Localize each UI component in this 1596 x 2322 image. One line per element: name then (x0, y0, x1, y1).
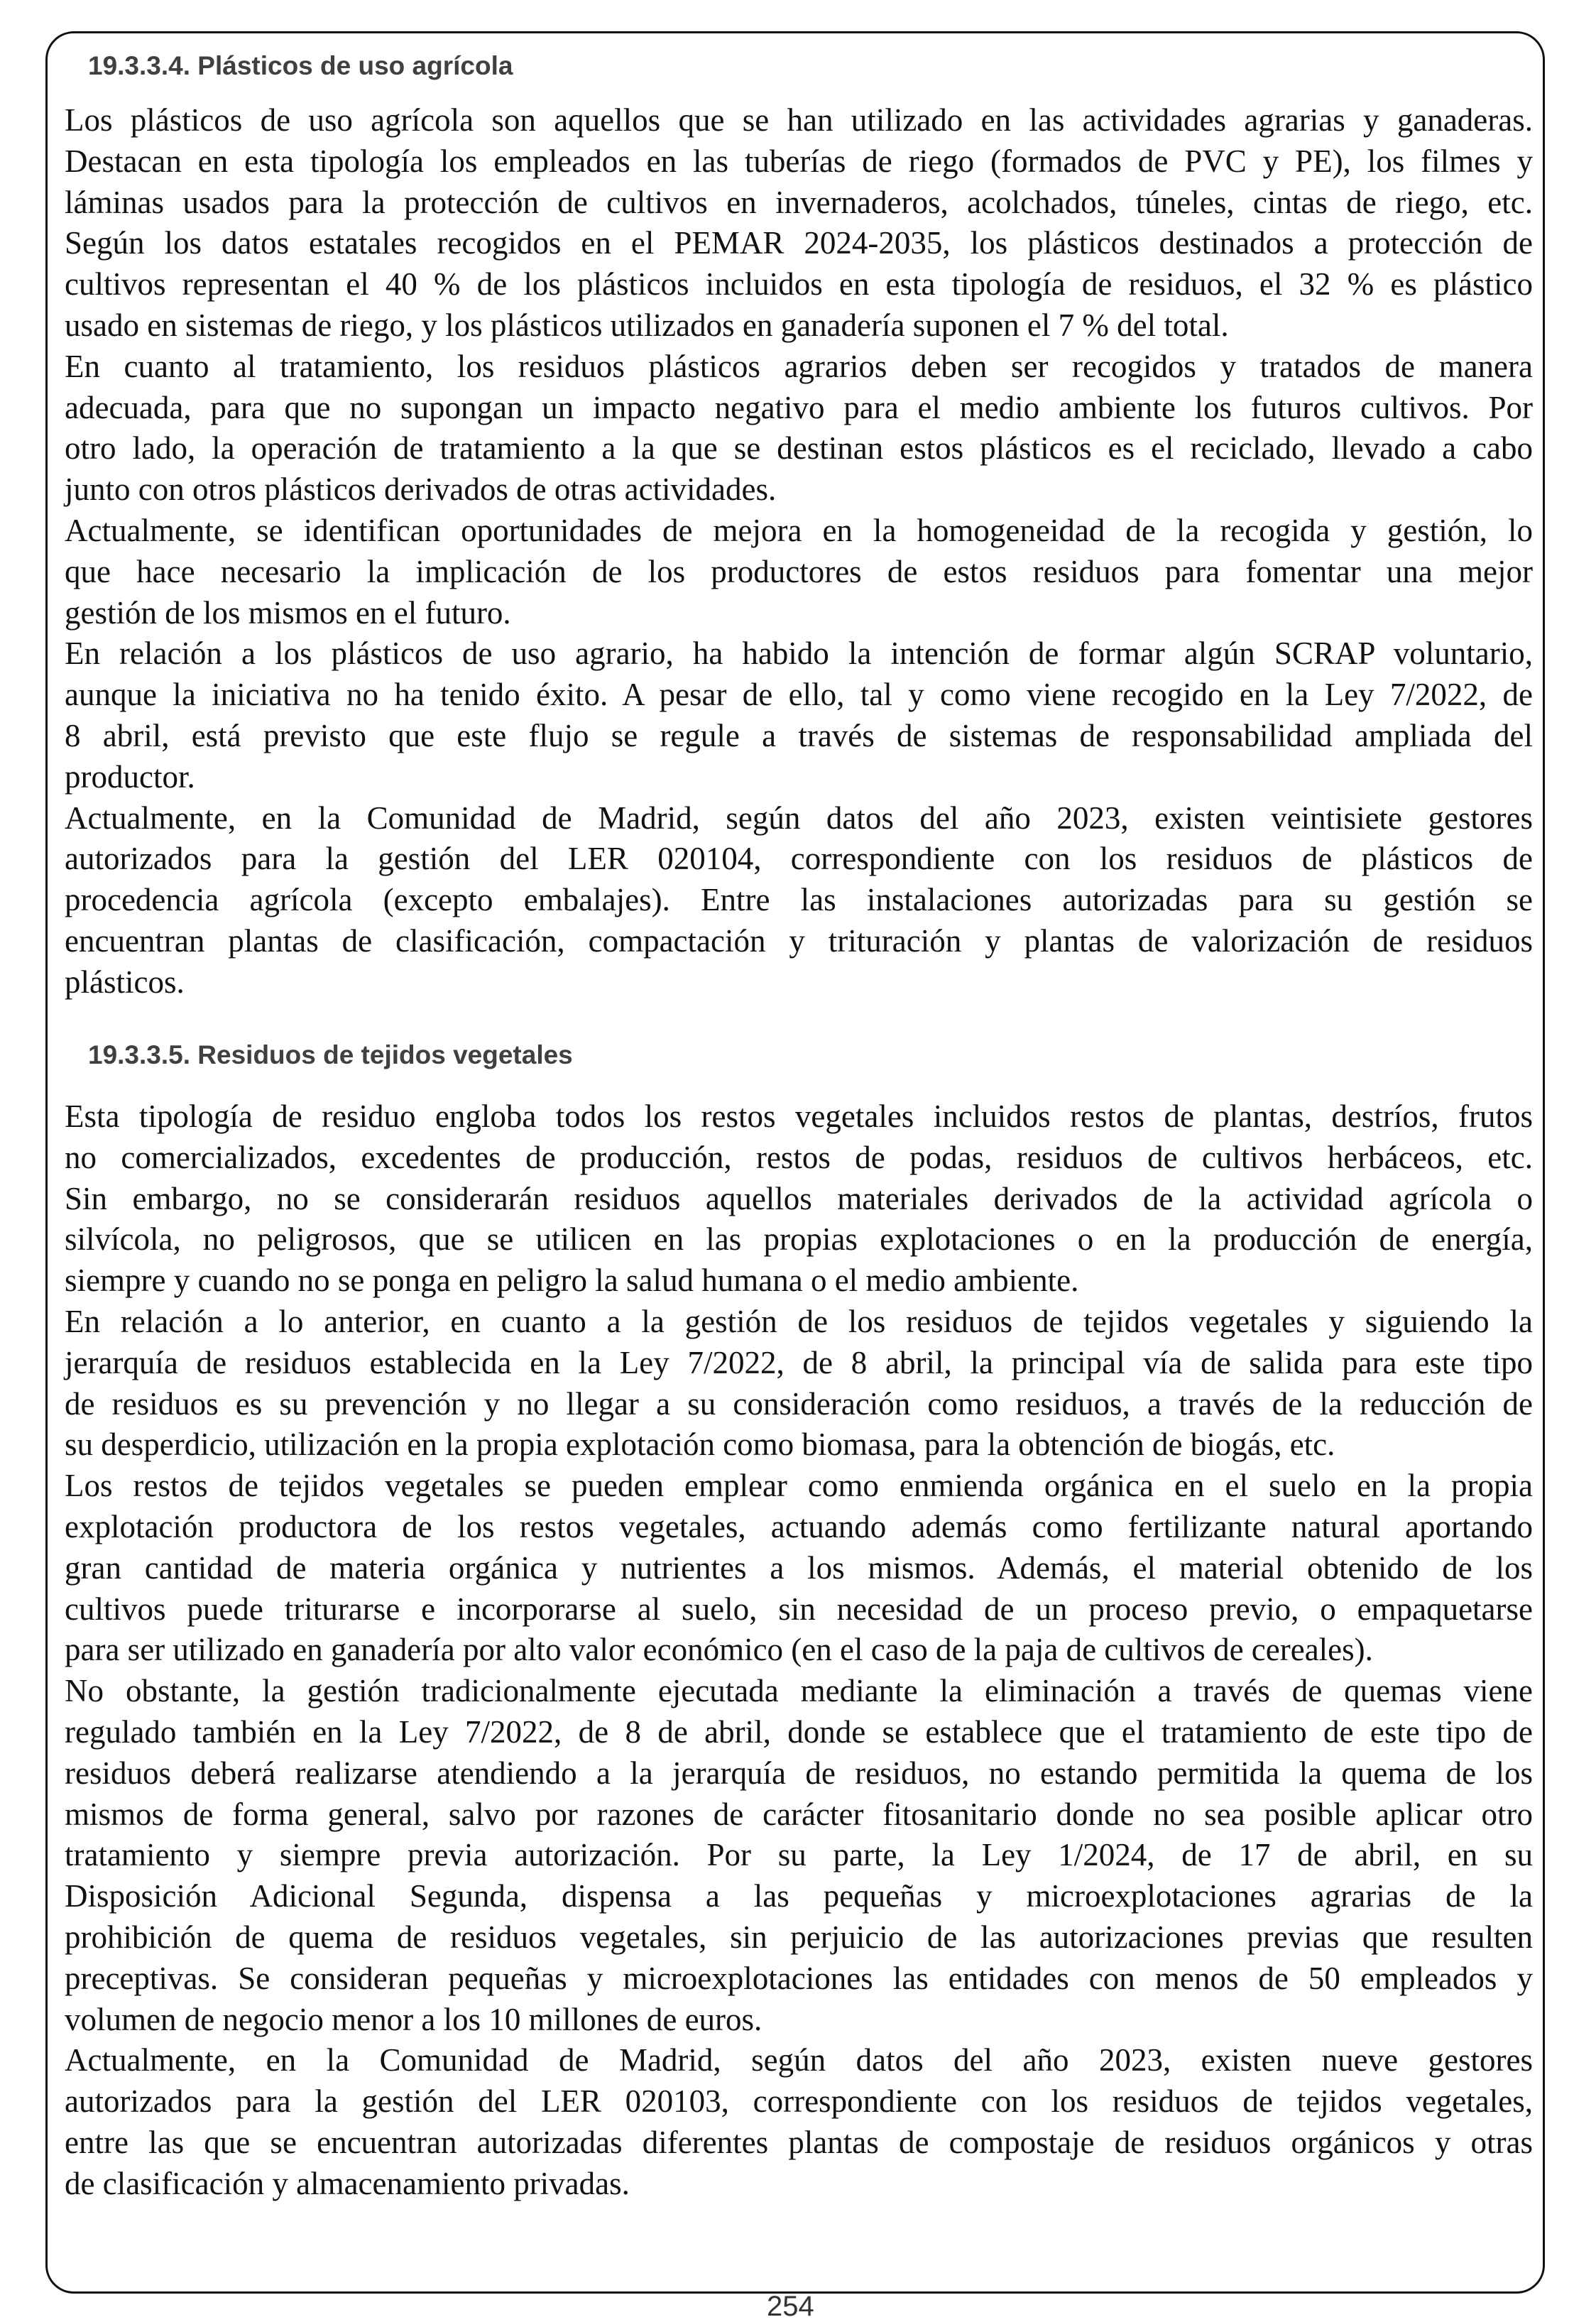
text-line: de clasificación y almacenamiento privadas. (65, 2165, 630, 2201)
text-line: mismos de forma general, salvo por razones de carácter fitosanitario donde no sea posible aplicar otro (65, 1796, 1533, 1832)
text-line: encuentran plantas de clasificación, compactación y trituración y plantas de valorización de residuos (65, 922, 1533, 959)
paragraph (65, 511, 1533, 633)
text-line: entre las que se encuentran autorizadas diferentes plantas de compostaje de residuos orgánicos y otras (65, 2124, 1533, 2160)
text-line: En relación a los plásticos de uso agrario, ha habido la intención de formar algún SCRAP voluntario, (65, 636, 1533, 672)
text-line: volumen de negocio menor a los 10 millones de euros. (65, 2001, 763, 2037)
paragraph (65, 1671, 1533, 2040)
text-line: adecuada, para que no supongan un impacto negativo para el medio ambiente los futuros cultivos. Por (65, 389, 1533, 425)
text-line: cultivos puede triturarse e incorporarse al suelo, sin necesidad de un proceso previo, o empaquetarse (65, 1591, 1533, 1627)
text-line: su desperdicio, utilización en la propia explotación como biomasa, para la obtención de biogás, etc. (65, 1427, 1335, 1463)
text-line: Según los datos estatales recogidos en el PEMAR 2024-2035, los plásticos destinados a protección de (65, 225, 1533, 261)
text-line: junto con otros plásticos derivados de otras actividades. (65, 472, 777, 508)
text-line: que hace necesario la implicación de los productores de estos residuos para fomentar una mejor (65, 553, 1533, 589)
text-line: Actualmente, se identifican oportunidades de mejora en la homogeneidad de la recogida y gestión, lo (65, 512, 1533, 548)
text-line: aunque la iniciativa no ha tenido éxito. A pesar de ello, tal y como viene recogido en la Ley 7/2022, de (65, 677, 1533, 713)
text-line: silvícola, no peligrosos, que se utilicen en las propias explotaciones o en la producción de energía, (65, 1221, 1533, 1258)
text-line: autorizados para la gestión del LER 020104, correspondiente con los residuos de plásticos de (65, 841, 1533, 877)
text-line: Actualmente, en la Comunidad de Madrid, según datos del año 2023, existen nueve gestores (65, 2042, 1533, 2078)
paragraph (65, 100, 1533, 347)
text-line: Disposición Adicional Segunda, dispensa a las pequeñas y microexplotaciones agrarias de la (65, 1878, 1533, 1914)
text-line: gestión de los mismos en el futuro. (65, 594, 511, 631)
text-line: productor. (65, 758, 195, 795)
text-line: usado en sistemas de riego, y los plásticos utilizados en ganadería suponen el 7 % del total. (65, 307, 1229, 343)
section-heading: 19.3.3.5. Residuos de tejidos vegetales (88, 1040, 573, 1069)
paragraph (65, 1096, 1533, 1302)
text-line: En relación a lo anterior, en cuanto a la gestión de los residuos de tejidos vegetales y siguiendo la (65, 1303, 1533, 1339)
page-number: 254 (767, 2291, 814, 2322)
text-line: Los restos de tejidos vegetales se pueden emplear como enmienda orgánica en el suelo en la propia (65, 1468, 1533, 1504)
text-line: otro lado, la operación de tratamiento a la que se destinan estos plásticos es el reciclado, llevado a cabo (65, 430, 1533, 467)
text-line: láminas usados para la protección de cultivos en invernaderos, acolchados, túneles, cintas de riego, etc. (65, 184, 1533, 220)
text-line: En cuanto al tratamiento, los residuos plásticos agrarios deben ser recogidos y tratados de manera (65, 348, 1533, 384)
text-line: Sin embargo, no se considerarán residuos aquellos materiales derivados de la actividad agrícola o (65, 1180, 1533, 1216)
paragraph (65, 1466, 1533, 1671)
text-line: autorizados para la gestión del LER 020103, correspondiente con los residuos de tejidos vegetales, (65, 2083, 1533, 2120)
text-line: de residuos es su prevención y no llegar a su consideración como residuos, a través de la reducción de (65, 1385, 1533, 1422)
paragraph (65, 1302, 1533, 1466)
text-line: Destacan en esta tipología los empleados en las tuberías de riego (formados de PVC y PE), los filmes y (65, 143, 1533, 179)
section-body (65, 100, 1533, 1003)
text-line: prohibición de quema de residuos vegetales, sin perjuicio de las autorizaciones previas que resulten (65, 1919, 1533, 1955)
text-line: 8 abril, está previsto que este flujo se regule a través de sistemas de responsabilidad ampliada del (65, 717, 1533, 753)
text-line: residuos deberá realizarse atendiendo a la jerarquía de residuos, no estando permitida la quema de los (65, 1755, 1533, 1791)
text-line: siempre y cuando no se ponga en peligro la salud humana o el medio ambiente. (65, 1263, 1079, 1299)
text-line: plásticos. (65, 964, 185, 1000)
text-line: gran cantidad de materia orgánica y nutrientes a los mismos. Además, el material obtenido de los (65, 1549, 1533, 1586)
paragraph (65, 633, 1533, 797)
paragraph (65, 2040, 1533, 2204)
text-line: preceptivas. Se consideran pequeñas y microexplotaciones las entidades con menos de 50 empleados y (65, 1960, 1533, 1996)
text-line: Actualmente, en la Comunidad de Madrid, según datos del año 2023, existen veintisiete gestores (65, 800, 1533, 836)
text-line: procedencia agrícola (excepto embalajes). Entre las instalaciones autorizadas para su gestión se (65, 882, 1533, 918)
text-line: explotación productora de los restos vegetales, actuando además como fertilizante natural aportando (65, 1508, 1533, 1544)
text-line: regulado también en la Ley 7/2022, de 8 de abril, donde se establece que el tratamiento de este tipo de (65, 1713, 1533, 1750)
text-line: Los plásticos de uso agrícola son aquellos que se han utilizado en las actividades agrarias y ganaderas. (65, 102, 1533, 138)
paragraph (65, 798, 1533, 1003)
section-heading: 19.3.3.4. Plásticos de uso agrícola (88, 51, 513, 80)
text-line: no comercializados, excedentes de producción, restos de podas, residuos de cultivos herbáceos, etc. (65, 1139, 1533, 1175)
text-line: para ser utilizado en ganadería por alto valor económico (en el caso de la paja de cultivos de cereales). (65, 1632, 1373, 1668)
text-line: jerarquía de residuos establecida en la Ley 7/2022, de 8 abril, la principal vía de salida para este tipo (65, 1344, 1533, 1380)
text-line: tratamiento y siempre previa autorización. Por su parte, la Ley 1/2024, de 17 de abril, en su (65, 1837, 1533, 1873)
text-line: Esta tipología de residuo engloba todos los restos vegetales incluidos restos de plantas, destríos, frutos (65, 1099, 1533, 1134)
text-line: cultivos representan el 40 % de los plásticos incluidos en esta tipología de residuos, el 32 % es plástico (65, 266, 1533, 302)
text-line: No obstante, la gestión tradicionalmente ejecutada mediante la eliminación a través de quemas viene (65, 1673, 1533, 1709)
paragraph (65, 347, 1533, 511)
section-body (65, 1096, 1533, 2205)
